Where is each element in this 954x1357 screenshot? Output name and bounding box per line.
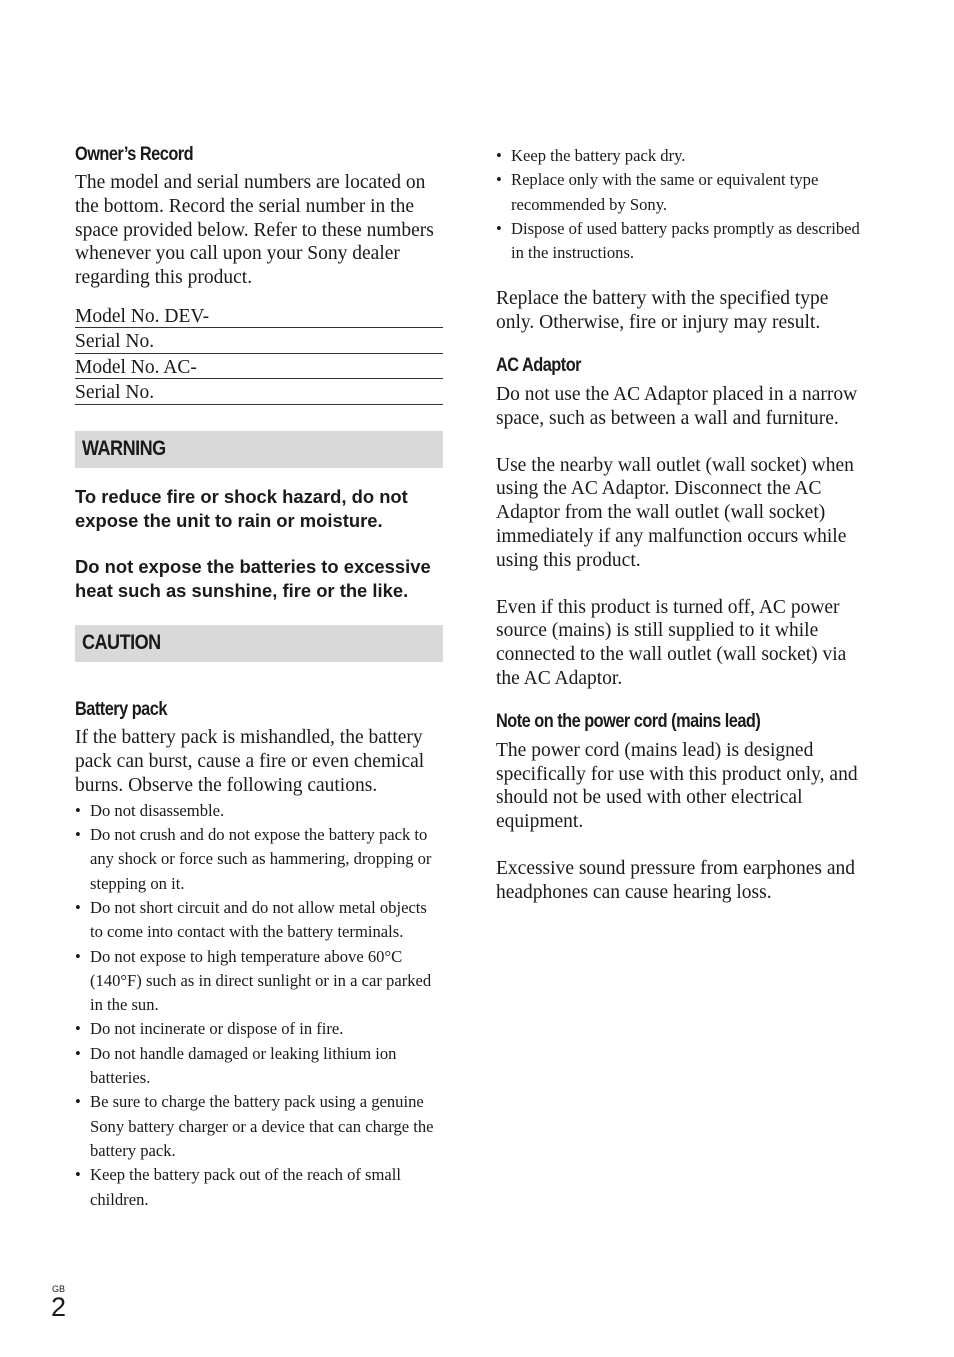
record-row-serial-2: Serial No.: [75, 379, 443, 405]
list-item: • Do not disassemble.: [75, 799, 443, 823]
list-item: • Do not short circuit and do not allow metal objects to come into contact with the battery terminals.: [75, 896, 443, 945]
warning-para-batteries: Do not expose the batteries to excessive heat such as sunshine, fire or the like.: [75, 556, 431, 601]
battery-pack-heading: Battery pack: [75, 699, 167, 721]
caution-banner: [75, 625, 443, 662]
hearing-loss-para: Excessive sound pressure from earphones and headphones can cause hearing loss.: [496, 858, 856, 903]
power-cord-para: The power cord (mains lead) is designed specifically for use with this product only, and should not be used with other electrical equipment.: [496, 739, 858, 833]
battery-replace-note: Replace the battery with the specified type only. Otherwise, fire or injury may result.: [496, 288, 829, 334]
caution-heading: CAUTION: [82, 631, 161, 655]
list-item: • Do not handle damaged or leaking lithium ion batteries.: [75, 1042, 443, 1091]
battery-caution-list-continued: [496, 144, 868, 265]
ac-adaptor-para-space: Do not use the AC Adaptor placed in a narrow space, such as between a wall and furniture.: [496, 384, 858, 429]
list-item: • Dispose of used battery packs promptly as described in the instructions.: [496, 217, 868, 266]
list-item: • Do not crush and do not expose the battery pack to any shock or force such as hammering, dropping or stepping on it.: [75, 823, 443, 896]
record-row-model-ac: Model No. AC-: [75, 354, 443, 380]
ac-adaptor-heading: AC Adaptor: [496, 355, 582, 377]
right-column: [496, 144, 868, 905]
list-item: • Do not incinerate or dispose of in fire.: [75, 1017, 443, 1041]
list-item: • Do not expose to high temperature above 60°C (140°F) such as in direct sunlight or in a car parked in the sun.: [75, 945, 443, 1018]
list-item: • Keep the battery pack dry.: [496, 144, 868, 168]
owners-record-heading: Owner’s Record: [75, 144, 194, 165]
warning-banner: [75, 431, 443, 468]
ac-adaptor-para-outlet: Use the nearby wall outlet (wall socket) when using the AC Adaptor. Disconnect the AC Adaptor from the wall outlet (wall socket) immediately if any malfunction occurs while using this product.: [496, 454, 854, 571]
owners-record-body: The model and serial numbers are located on the bottom. Record the serial number in the space provided below. Refer to these numbers whenever you call upon your Sony dealer regarding this product.: [75, 172, 434, 289]
record-table: [75, 303, 443, 405]
record-row-model-dev: Model No. DEV-: [75, 303, 443, 329]
list-item: • Be sure to charge the battery pack using a genuine Sony battery charger or a device that can charge the battery pack.: [75, 1090, 443, 1163]
battery-pack-intro: If the battery pack is mishandled, the battery pack can burst, cause a fire or even chemical burns. Observe the following cautions.: [75, 727, 425, 796]
list-item: • Keep the battery pack out of the reach of small children.: [75, 1163, 443, 1212]
region-code: GB: [52, 1284, 66, 1294]
warning-heading: WARNING: [82, 436, 166, 460]
power-cord-heading: Note on the power cord (mains lead): [496, 710, 761, 732]
record-row-serial-1: Serial No.: [75, 328, 443, 354]
left-column: [75, 144, 443, 1212]
warning-para-fire: To reduce fire or shock hazard, do not expose the unit to rain or moisture.: [75, 485, 408, 531]
battery-caution-list: [75, 799, 443, 1212]
page-number: 2: [51, 1292, 67, 1322]
ac-adaptor-para-mains: Even if this product is turned off, AC power source (mains) is still supplied to it while connected to the wall outlet (wall socket) via the AC Adaptor.: [496, 596, 847, 690]
list-item: • Replace only with the same or equivalent type recommended by Sony.: [496, 168, 868, 217]
